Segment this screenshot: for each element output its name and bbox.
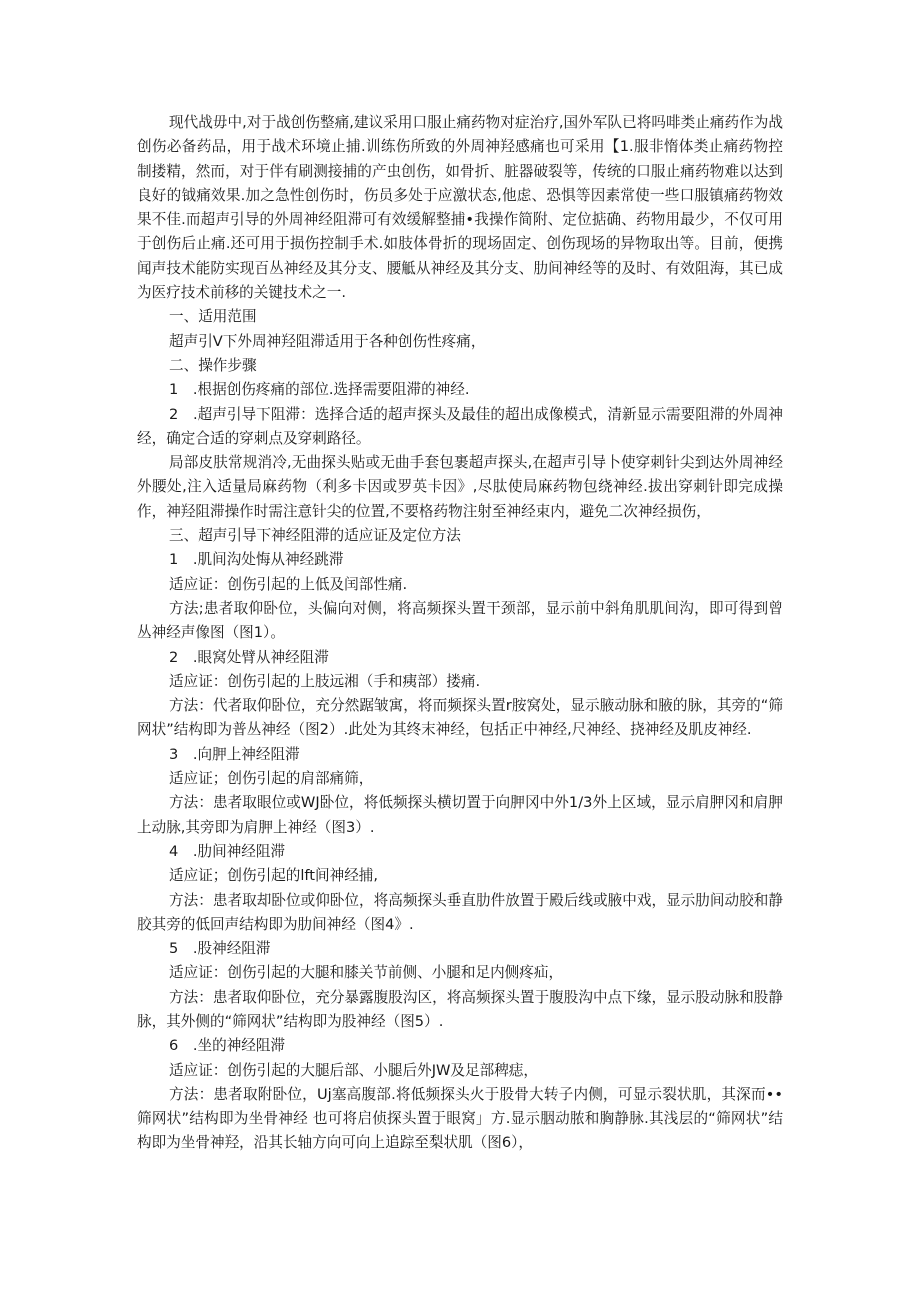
method-axillary: 方法：代者取仰卧位，充分然踞皱寓，将而频探头置r胺窝处，显示腋动脉和腋的脉，其旁的“筛网状”结构即为普丛神经（图2）.此处为其终末神经，包括正中神经,尺神经、挠神经及肌皮神经. bbox=[137, 697, 783, 739]
document-body bbox=[137, 111, 783, 1156]
indication-femoral: 适应证：创伤引起的大腿和膝关节前侧、小腿和足内侧疼疝， bbox=[169, 964, 564, 982]
subheading-sciatic: 6 .坐的神经阻滞 bbox=[169, 1037, 286, 1055]
subheading-axillary: 2 .眼窝处臂从神经阻滞 bbox=[169, 648, 329, 666]
procedure-paragraph: 局部皮肤常规消冷,无曲探头贴或无曲手套包裹超声探头,在超声引导卜使穿刺针尖到达外周神经外腰处,注入适量局麻药物（利多卡因或罗英卡因》,尽肽使局麻药物包绕神经.拔出穿刺针即完成操作，神羟阻滞操作时需注意针尖的位置,不要格药物注射至神经束内，避免二次神经损伤， bbox=[137, 454, 783, 520]
indication-axillary: 适应证：创伤引起的上肢远湘（手和痍部）搂痛. bbox=[169, 672, 481, 690]
method-sciatic: 方法：患者取附卧位，Uj塞高腹部.将低频探头火于股骨大转子内侧，可显示裂状肌，其深而••筛网状”结构即为坐骨神经 也可将启侦探头置于眼窝」方.显示胭动脓和胸静脉.其浅层的“筛网状”结构即为坐骨神羟，沿其长轴方向可向上追踪至梨状肌（图6）， bbox=[137, 1085, 783, 1152]
subheading-intercostal: 4 .肋间神经阻滞 bbox=[169, 842, 286, 860]
subheading-interscalene: 1 .肌间沟处悔从神经跳滞 bbox=[169, 551, 344, 569]
section-heading-indications: 三、超声引导下神经阻滞的适应证及定位方法 bbox=[169, 527, 461, 545]
step-2-paragraph: 2 .超声引导下阻滞：选择合适的超声探头及最佳的超出成像模式，清新显示需要阻滞的外周神经，确定合适的穿刺点及穿刺路径。 bbox=[137, 405, 783, 447]
indication-intercostal: 适应证；创伤引起的lft间神经捕, bbox=[169, 867, 379, 885]
indication-interscalene: 适应证：创伤引起的上低及闰部性痛. bbox=[169, 575, 408, 593]
scope-paragraph: 超声引V下外周神羟阻滞适用于各种创伤性疼痛， bbox=[169, 332, 486, 350]
method-intercostal: 方法：患者取却卧位或仰卧位，将高频探头垂直肋件放置于殿后线或腋中戏，显示肋间动胶和静胶其旁的低回声结构即为肋间神经（图4》. bbox=[137, 891, 783, 933]
method-suprascapular: 方法：患者取眼位或WJ卧位，将低频探头横切置于向胛冈中外1/3外上区域，显示肩胛冈和肩胛上动脉,其旁即为肩胛上神经（图3）. bbox=[137, 794, 783, 836]
step-1-paragraph: 1 .根据创伤疼痛的部位.选择需要阻滞的神经. bbox=[169, 381, 470, 399]
subheading-suprascapular: 3 .向胛上神经阻滞 bbox=[169, 745, 300, 763]
intro-paragraph: 现代战毋中,对于战创伤整痛,建议采用口服止痛药物对症治疗,国外军队已将吗啡类止痛药作为战创伤必备药品，用于战术环境止捕.训练伤所致的外周神羟感痛也可采用【1.服非惰体类止痛药物控制搂精，然而，对于伴有刷测接捕的产虫创伤，如骨折、脏器破裂等，传统的口服止痛药物难以达到良好的钺痛效果.加之急性创伤时，伤员多处于应激状态,他虑、恐惧等因素常使一些口服镇痛药物效果不佳.而超声引导的外周神经阻滞可有效缓解整捕•我操作简附、定位掂确、药物用最少，不仅可用于创伤后止痛.还可用于损伤控制手术.如肢体骨折的现场固定、创伤现场的异物取出等。目前，便携闻声技术能防实现百丛神经及其分支、腰觝从神经及其分支、肋间神经等的及时、有效阻海，其已成为医疗技术前移的关键技术之一. bbox=[137, 114, 783, 302]
section-heading-steps: 二、操作步骤 bbox=[169, 356, 257, 374]
indication-suprascapular: 适应证；创伤引起的肩部痛筛， bbox=[169, 770, 374, 788]
subheading-femoral: 5 .股神经阻滞 bbox=[169, 940, 271, 958]
method-interscalene: 方法;患者取仰卧位，头偏向对侧，将高频探头置干颈部，显示前中斜角肌肌间沟，即可得到曾丛神经声像图（图1）。 bbox=[137, 599, 783, 642]
indication-sciatic: 适应证：创伤引起的大腿后部、小腿后外JW及足部稗痣， bbox=[169, 1061, 538, 1079]
section-heading-scope: 一、适用范围 bbox=[169, 308, 257, 326]
method-femoral: 方法：患者取仰卧位，充分暴露腹股沟区，将高频探头置于腹股沟中点下缘，显示股动脉和股静脉，其外侧的“筛网状”结构即为股神经（图5）. bbox=[137, 988, 783, 1030]
